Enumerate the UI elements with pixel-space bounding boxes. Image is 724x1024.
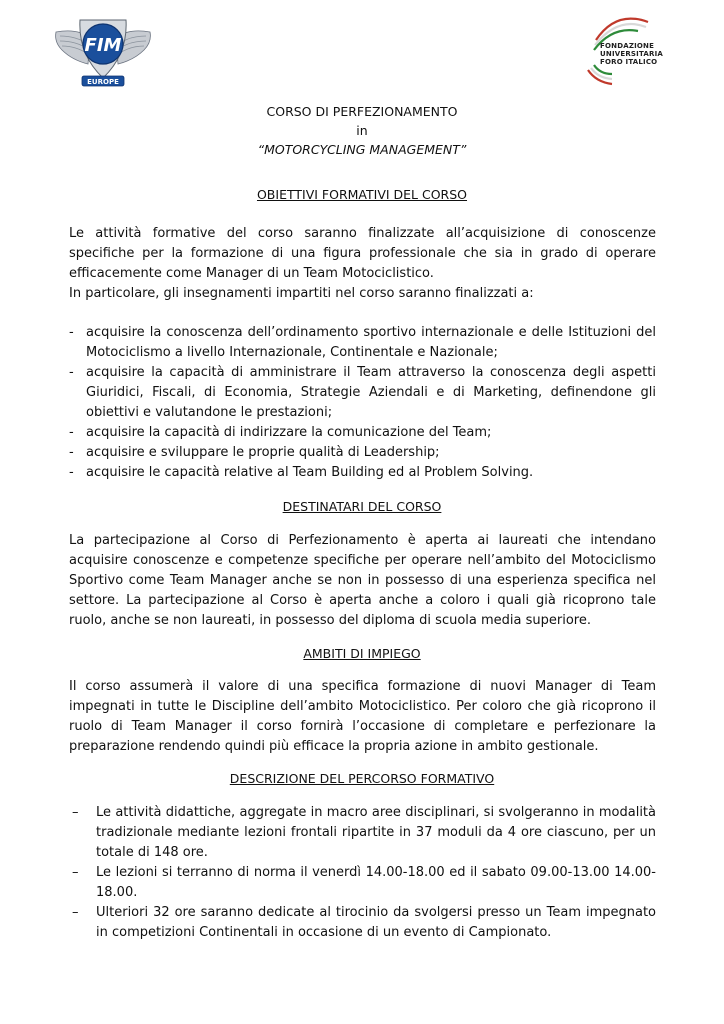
fui-line: UNIVERSITARIA [600, 50, 664, 58]
list-item-text: Ulteriori 32 ore saranno dedicate al tirocinio da svolgersi presso un Team impegnato in competizioni Continentali in occasione di un evento di Campionato. [96, 905, 656, 940]
fondazione-foro-italico-logo [582, 12, 672, 86]
list-item-text: Le attività didattiche, aggregate in macro aree disciplinari, si svolgeranno in modalità tradizionale mediante lezioni frontali ripartite in 37 moduli da 4 ore ciascuno, per un totale di 148 ore. [96, 805, 656, 860]
list-item: - acquisire le capacità relative al Team Building ed al Problem Solving. [69, 465, 534, 480]
list-item: – Le attività didattiche, aggregate in macro aree disciplinari, si svolgeranno in modalità tradizionale mediante lezioni frontali ripartite in 37 moduli da 4 ore ciascuno, per un totale di 148 ore. [72, 805, 656, 860]
list-item: - acquisire la capacità di amministrare il Team attraverso la conoscenza degli aspetti Giuridici, Fiscali, di Economia, Strategie Aziendali e di Marketing, definendone gli obiettivi e valutandone le prestazioni; [69, 365, 656, 420]
list-item: – Le lezioni si terranno di norma il venerdì 14.00-18.00 ed il sabato 09.00-13.00 14.00-18.00. [72, 865, 656, 900]
list-item-text: Le lezioni si terranno di norma il venerdì 14.00-18.00 ed il sabato 09.00-13.00 14.00-18.00. [96, 865, 656, 900]
fim-logo-subtext: EUROPE [87, 78, 119, 86]
ambiti-paragraph: Il corso assumerà il valore di una specifica formazione di nuovi Manager di Team impegnati in tutte le Discipline dell’ambito Motociclistico. Per coloro che già ricoprono il ruolo di Team Manager il corso fornirà l’occasione di completare e perfezionare la preparazione rendendo quindi più efficace la propria azione in ambito gestionale. [69, 679, 656, 754]
percorso-list [69, 803, 656, 943]
destinatari-paragraph: La partecipazione al Corso di Perfezionamento è aperta ai laureati che intendano acquisire conoscenze e competenze specifiche per operare nell’ambito del Motociclismo Sportivo come Team Manager anche se non in possesso di una esperienza specifica nel settore. La partecipazione al Corso è aperta anche a coloro i quali già ricoprono tale ruolo, anche se non laureati, in possesso del diploma di scuola media superiore. [69, 533, 656, 628]
fondazione-logo-text [600, 42, 663, 66]
fui-line: FONDAZIONE [600, 42, 655, 50]
list-item: - acquisire la capacità di indirizzare la comunicazione del Team; [69, 425, 492, 440]
section-percorso [69, 803, 656, 943]
obiettivi-list [69, 323, 656, 483]
obiettivi-paragraph-2: In particolare, gli insegnamenti impartiti nel corso saranno finalizzati a: [69, 286, 534, 301]
section-obiettivi [69, 224, 656, 483]
fui-line: FORO ITALICO [600, 58, 658, 66]
title-line-1: CORSO DI PERFEZIONAMENTO [266, 104, 458, 119]
list-item: - acquisire la conoscenza dell’ordinamento sportivo internazionale e delle Istituzioni del Motociclismo a livello Internazionale, Continentale e Nazionale; [69, 325, 656, 360]
fim-europe-logo [48, 14, 158, 90]
heading-destinatari: DESTINATARI DEL CORSO [282, 499, 442, 514]
title-line-2: in [356, 123, 368, 138]
title-line-3: “MOTORCYCLING MANAGEMENT” [257, 142, 467, 157]
heading-obiettivi: OBIETTIVI FORMATIVI DEL CORSO [256, 187, 468, 202]
heading-percorso: DESCRIZIONE DEL PERCORSO FORMATIVO [229, 771, 495, 786]
list-item-text: acquisire la capacità di indirizzare la comunicazione del Team; [86, 425, 492, 440]
list-item-text: acquisire la capacità di amministrare il Team attraverso la conoscenza degli aspetti Giuridici, Fiscali, di Economia, Strategie Aziendali e di Marketing, definendone gli obiettivi e valutandone le prestazioni; [86, 365, 656, 420]
list-item: - acquisire e sviluppare le proprie qualità di Leadership; [69, 445, 440, 460]
list-item: – Ulteriori 32 ore saranno dedicate al tirocinio da svolgersi presso un Team impegnato in competizioni Continentali in occasione di un evento di Campionato. [72, 905, 656, 940]
fim-logo-text: FIM [84, 35, 122, 56]
list-item-text: acquisire la conoscenza dell’ordinamento sportivo internazionale e delle Istituzioni del Motociclismo a livello Internazionale, Continentale e Nazionale; [86, 325, 656, 360]
list-item-text: acquisire le capacità relative al Team Building ed al Problem Solving. [86, 465, 534, 480]
list-item-text: acquisire e sviluppare le proprie qualità di Leadership; [86, 445, 440, 460]
obiettivi-paragraph-1: Le attività formative del corso saranno finalizzate all’acquisizione di conoscenze specifiche per la formazione di una figura professionale che sia in grado di operare efficacemente come Manager di un Team Motociclistico. [69, 226, 656, 281]
document-title [0, 102, 724, 159]
heading-ambiti: AMBITI DI IMPIEGO [303, 646, 421, 661]
